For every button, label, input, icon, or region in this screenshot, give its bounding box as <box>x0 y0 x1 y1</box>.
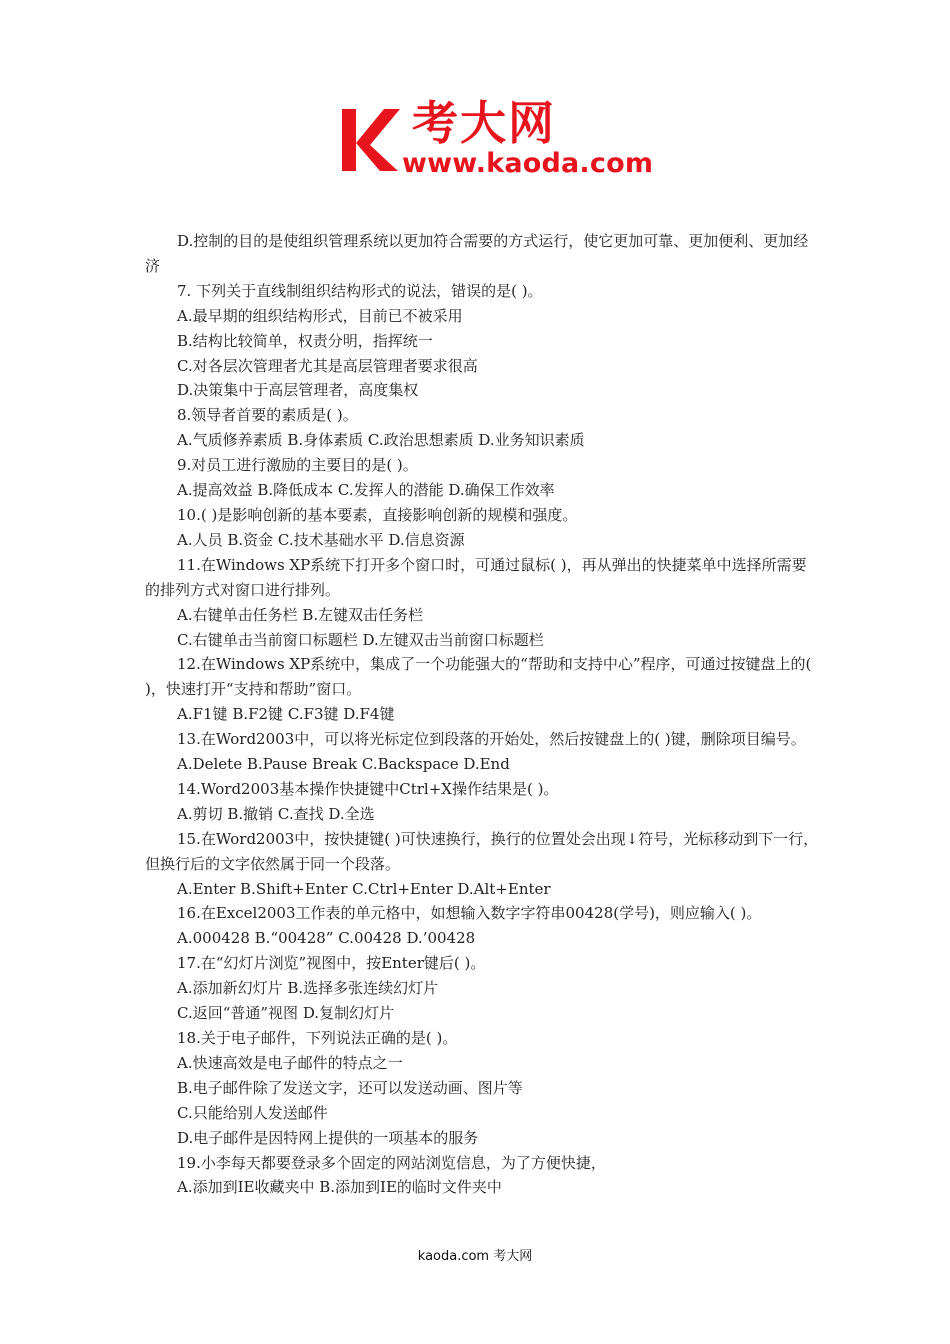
question: 9.对员工进行激励的主要目的是( )。 <box>177 456 418 475</box>
option: A.快速高效是电子邮件的特点之一 <box>177 1053 403 1072</box>
kaoda-logo <box>340 95 670 185</box>
option: A.气质修养素质 B.身体素质 C.政治思想素质 D.业务知识素质 <box>177 431 585 450</box>
option: B.结构比较简单，权责分明，指挥统一 <box>177 331 433 350</box>
document-body <box>145 229 820 1200</box>
option: B.电子邮件除了发送文字，还可以发送动画、图片等 <box>177 1078 523 1097</box>
option: A.Delete B.Pause Break C.Backspace D.End <box>177 755 510 774</box>
question: 19.小李每天都要登录多个固定的网站浏览信息，为了方便快捷， <box>177 1153 606 1172</box>
question: 17.在“幻灯片浏览”视图中，按Enter键后( )。 <box>177 954 486 973</box>
option: D.电子邮件是因特网上提供的一项基本的服务 <box>177 1128 479 1147</box>
option: D.决策集中于高层管理者，高度集权 <box>177 381 419 400</box>
k-logo-icon <box>340 105 402 175</box>
question: 10.( )是影响创新的基本要素，直接影响创新的规模和强度。 <box>177 505 578 524</box>
option: A.提高效益 B.降低成本 C.发挥人的潜能 D.确保工作效率 <box>177 481 555 500</box>
option: A.Enter B.Shift+Enter C.Ctrl+Enter D.Alt+Enter <box>177 879 551 898</box>
option: A.人员 B.资金 C.技术基础水平 D.信息资源 <box>177 530 465 549</box>
option: A.右键单击任务栏 B.左键双击任务栏 <box>177 605 424 624</box>
question: 11.在Windows XP系统下打开多个窗口时，可通过鼠标( )，再从弹出的快捷菜单中选择所需要的排列方式对窗口进行排列。 <box>145 555 807 599</box>
option: A.添加到IE收藏夹中 B.添加到IE的临时文件夹中 <box>177 1178 502 1197</box>
option: C.返回“普通”视图 D.复制幻灯片 <box>177 1004 395 1023</box>
question: 14.Word2003基本操作快捷键中Ctrl+X操作结果是( )。 <box>177 779 559 798</box>
logo-brand-url: www.kaoda.com <box>402 148 654 179</box>
option: A.F1键 B.F2键 C.F3键 D.F4键 <box>177 705 395 724</box>
option: C.右键单击当前窗口标题栏 D.左键双击当前窗口标题栏 <box>177 630 544 649</box>
question: 8.领导者首要的素质是( )。 <box>177 406 358 425</box>
logo-brand-cn: 考大网 <box>412 96 556 150</box>
question: 16.在Excel2003工作表的单元格中，如想输入数字字符串00428(学号)，则应输入( )。 <box>177 904 762 923</box>
question: 7. 下列关于直线制组织结构形式的说法，错误的是( )。 <box>177 281 543 300</box>
question: 15.在Word2003中，按快捷键( )可快速换行，换行的位置处会出现↓符号，光标移动到下一行，但换行后的文字依然属于同一个段落。 <box>145 829 819 873</box>
question: 12.在Windows XP系统中，集成了一个功能强大的“帮助和支持中心”程序，可通过按键盘上的( )，快速打开“支持和帮助”窗口。 <box>145 655 812 699</box>
paragraph: D.控制的目的是使组织管理系统以更加符合需要的方式运行，使它更加可靠、更加便利、更加经济 <box>145 232 809 275</box>
option: A.最早期的组织结构形式，目前已不被采用 <box>177 306 463 325</box>
option: A.000428 B.“00428” C.00428 D.’00428 <box>177 929 476 948</box>
question: 18.关于电子邮件，下列说法正确的是( )。 <box>177 1029 458 1047</box>
option: A.添加新幻灯片 B.选择多张连续幻灯片 <box>177 979 439 998</box>
question: 13.在Word2003中，可以将光标定位到段落的开始处，然后按键盘上的( )键，删除项目编号。 <box>177 730 806 749</box>
page-footer: kaoda.com 考大网 <box>417 1249 533 1264</box>
option: C.只能给别人发送邮件 <box>177 1103 328 1122</box>
option: A.剪切 B.撤销 C.查找 D.全选 <box>177 804 375 823</box>
option: C.对各层次管理者尤其是高层管理者要求很高 <box>177 356 478 375</box>
